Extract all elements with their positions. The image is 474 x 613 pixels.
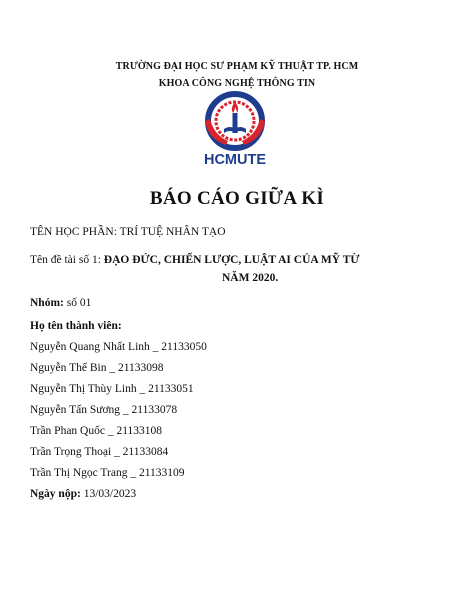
member-item: Trần Trọng Thoại _ 21133084 [30,446,169,458]
member-item: Trần Thị Ngọc Trang _ 21133109 [30,467,185,479]
member-item: Nguyễn Tấn Sương _ 21133078 [30,404,178,416]
hcmute-logo [194,89,276,171]
submit-date-label: Ngày nộp: [30,488,81,500]
member-item: Nguyễn Thế Bin _ 21133098 [30,362,164,374]
group-line [30,297,91,309]
course-name: TRÍ TUỆ NHÂN TẠO [119,226,226,238]
topic-line [30,254,360,266]
submit-date-line [30,488,136,500]
course-label: TÊN HỌC PHẦN: [30,226,117,238]
group-label: Nhóm: [30,297,64,309]
member-item: Trần Phan Quốc _ 21133108 [30,425,163,437]
topic-title-line2: NĂM 2020. [222,272,279,284]
group-value: số 01 [66,297,92,309]
course-line [30,226,226,238]
members-label: Họ tên thành viên: [30,320,122,332]
logo-text: HCMUTE [203,152,267,168]
topic-title-line1: ĐẠO ĐỨC, CHIẾN LƯỢC, LUẬT AI CỦA MỸ TỪ [103,254,360,266]
member-item: Nguyễn Quang Nhất Linh _ 21133050 [30,341,207,353]
submit-date-value: 13/03/2023 [83,488,137,500]
faculty-name: KHOA CÔNG NGHỆ THÔNG TIN [158,78,316,89]
report-title: BÁO CÁO GIỮA KÌ [149,188,325,209]
member-item: Nguyễn Thị Thùy Linh _ 21133051 [30,383,194,395]
topic-label: Tên đề tài số 1: [30,254,101,266]
university-name: TRƯỜNG ĐẠI HỌC SƯ PHẠM KỸ THUẬT TP. HCM [115,61,359,72]
